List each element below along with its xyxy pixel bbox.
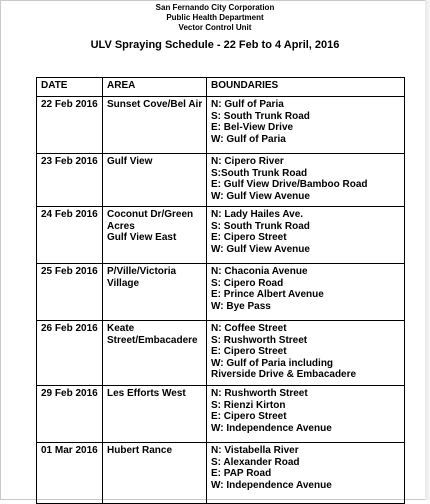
boundary-line: W: Gulf View Avenue — [211, 243, 310, 255]
boundary-line: N: Vistabella River — [211, 445, 299, 456]
boundary-line: S: Rushworth Street — [211, 334, 308, 346]
table-row — [37, 321, 405, 386]
area-line: Sunset Cove/Bel Air — [107, 99, 203, 110]
department-name: Public Health Department — [166, 13, 264, 22]
area-cell — [103, 154, 207, 207]
table-row — [37, 97, 405, 154]
boundaries-cell — [207, 207, 405, 264]
column-header-boundaries: BOUNDARIES — [207, 78, 405, 97]
unit-name: Vector Control Unit — [178, 23, 252, 32]
boundaries-cell — [207, 97, 405, 154]
area-cell — [103, 264, 207, 321]
boundaries-cell — [207, 321, 405, 386]
boundary-line: N: Lady Hailes Ave. — [211, 209, 304, 220]
table-row — [37, 207, 405, 264]
table-row — [37, 386, 405, 443]
date-cell: 26 Feb 2016 — [37, 321, 103, 386]
boundary-line: E: Cipero Street — [211, 346, 287, 358]
area-line: Gulf View East — [107, 232, 177, 244]
area-cell — [103, 207, 207, 264]
boundary-line: N: Rushworth Street — [211, 388, 308, 399]
schedule-title: ULV Spraying Schedule - 22 Feb to 4 April, 2016 — [90, 39, 340, 51]
page-edge-shadow — [425, 0, 430, 500]
area-cell — [103, 97, 207, 154]
area-cell — [103, 443, 207, 504]
boundary-line: S:South Trunk Road — [211, 167, 308, 179]
organization-name: San Fernando City Corporation — [155, 3, 275, 12]
boundary-line: N: Cipero River — [211, 156, 284, 167]
boundary-line: W: Gulf View Avenue — [211, 190, 310, 202]
column-header-area: AREA — [103, 78, 207, 97]
boundary-line: S: South Trunk Road — [211, 220, 310, 232]
boundary-line: E: Cipero Street — [211, 411, 287, 423]
date-cell: 25 Feb 2016 — [37, 264, 103, 321]
boundary-line: E: Gulf View Drive/Bamboo Road — [211, 179, 368, 191]
document-header — [0, 3, 430, 52]
boundaries-cell — [207, 386, 405, 443]
table-row — [37, 154, 405, 207]
date-cell: 23 Feb 2016 — [37, 154, 103, 207]
boundaries-cell — [207, 443, 405, 504]
boundary-line: W: Gulf of Paria including — [211, 357, 334, 369]
boundary-line: E: Cipero Street — [211, 232, 287, 244]
boundary-line: W: Independence Avenue — [211, 479, 332, 491]
boundary-line: E: PAP Road — [211, 468, 272, 480]
area-cell — [103, 386, 207, 443]
boundary-line: S: Alexander Road — [211, 456, 300, 468]
area-line: Keate — [107, 323, 135, 334]
date-cell: 29 Feb 2016 — [37, 386, 103, 443]
boundary-line: Riverside Drive & Embacadere — [211, 369, 357, 381]
boundary-line: W: Bye Pass — [211, 300, 271, 312]
date-cell: 24 Feb 2016 — [37, 207, 103, 264]
boundary-line: W: Gulf of Paria — [211, 133, 286, 145]
area-line: Les Efforts West — [107, 388, 186, 399]
area-line: Gulf View — [107, 156, 153, 167]
spraying-schedule-table — [36, 77, 405, 504]
table-header-row — [37, 78, 405, 97]
area-line: Acres — [107, 220, 135, 232]
date-cell: 01 Mar 2016 — [37, 443, 103, 504]
boundary-line: S: Cipero Road — [211, 277, 284, 289]
area-line: Street/Embacadere — [107, 334, 198, 346]
boundary-line: S: Rienzi Kirton — [211, 399, 286, 411]
area-line: Village — [107, 277, 140, 289]
boundary-line: N: Coffee Street — [211, 323, 287, 334]
boundary-line: E: Prince Albert Avenue — [211, 289, 324, 301]
boundary-line: N: Gulf of Paria — [211, 99, 284, 110]
table-row — [37, 443, 405, 504]
area-line: Hubert Rance — [107, 445, 173, 456]
area-cell — [103, 321, 207, 386]
table-row — [37, 264, 405, 321]
boundary-line: S: South Trunk Road — [211, 110, 310, 122]
boundary-line: N: Chaconia Avenue — [211, 266, 308, 277]
boundary-line: W: Independence Avenue — [211, 422, 332, 434]
boundaries-cell — [207, 154, 405, 207]
column-header-date: DATE — [37, 78, 103, 97]
boundary-line: E: Bel-View Drive — [211, 122, 294, 134]
date-cell: 22 Feb 2016 — [37, 97, 103, 154]
area-line: Coconut Dr/Green — [107, 209, 194, 220]
boundaries-cell — [207, 264, 405, 321]
area-line: P/Ville/Victoria — [107, 266, 177, 277]
